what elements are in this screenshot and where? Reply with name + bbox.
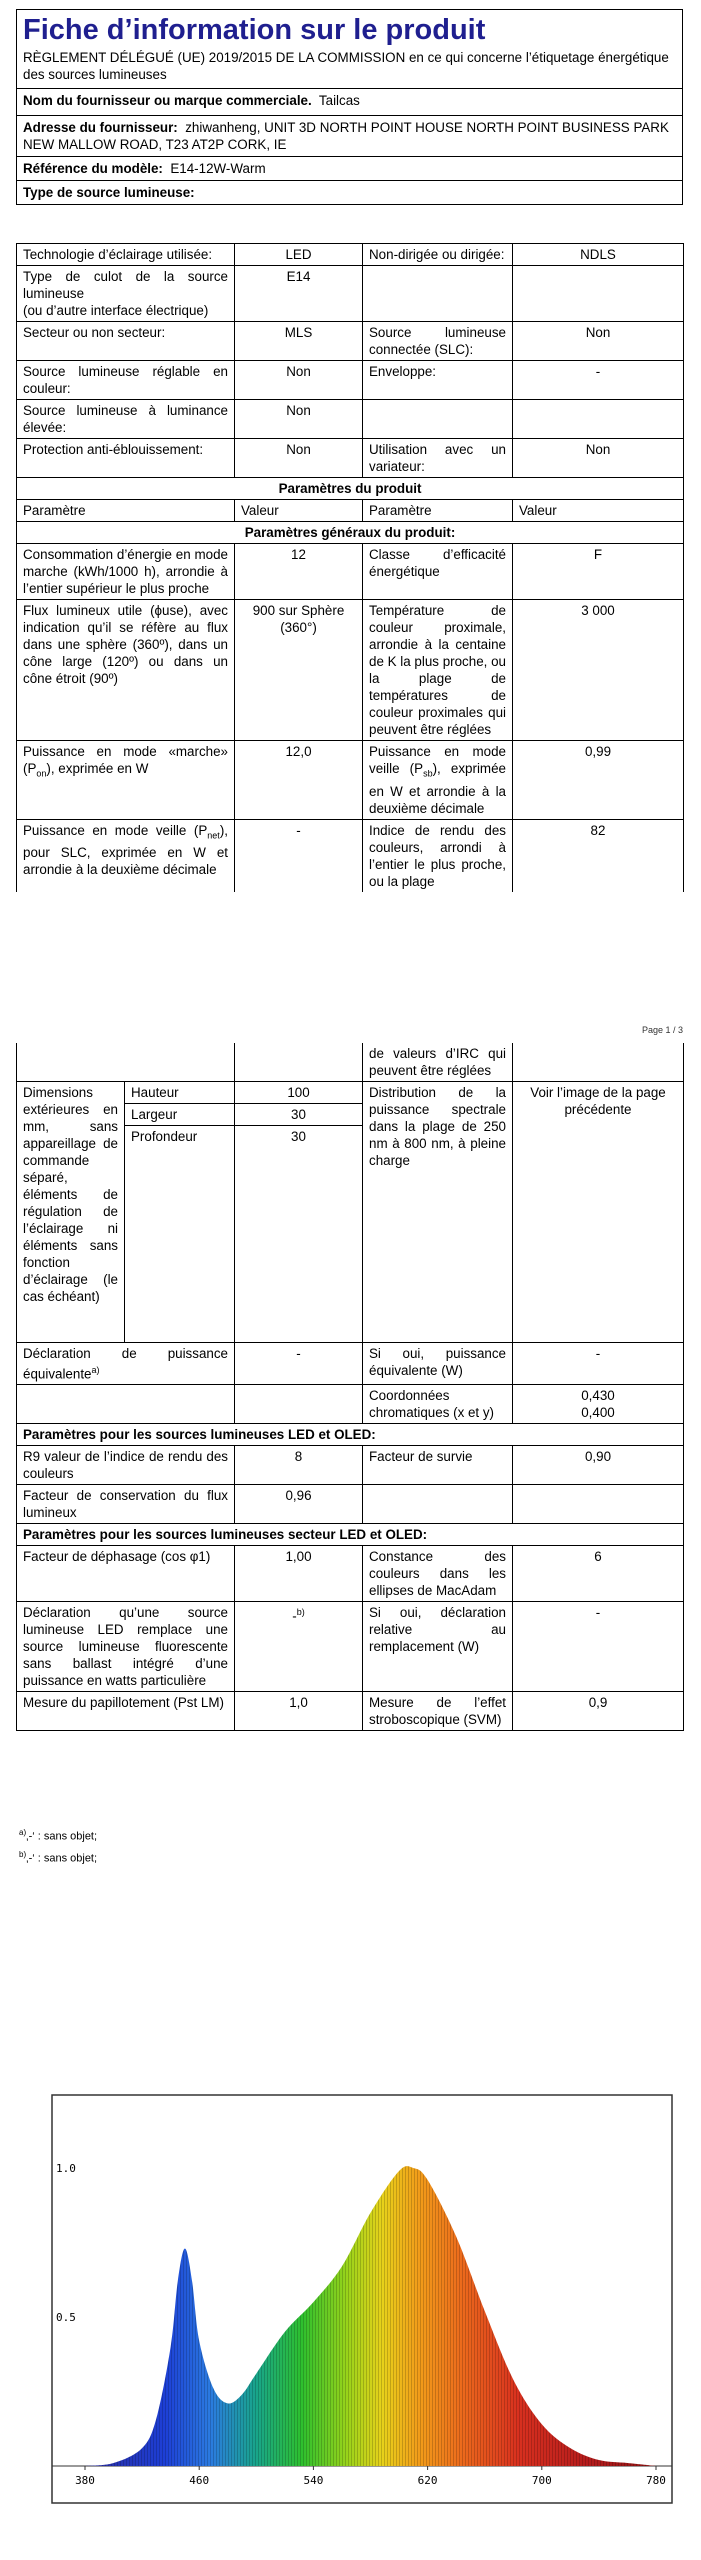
light-source-type: Type de source lumineuse: bbox=[17, 181, 683, 205]
head-value-1: Valeur bbox=[235, 500, 363, 522]
equiv-watt-label: Si oui, puissance équivalente (W) bbox=[363, 1343, 513, 1385]
replacement-label: Déclaration qu’une source lumineuse LED remplace une source lumineuse fluorescente sans ballast intégré d’une puissance en watts particulière bbox=[17, 1602, 235, 1692]
page-title: Fiche d’information sur le produit bbox=[23, 14, 486, 46]
glare-value: Non bbox=[235, 439, 363, 478]
high-lum-label: Source lumineuse à luminance élevée: bbox=[17, 400, 235, 439]
lumen-maint-label: Facteur de conservation du flux lumineux bbox=[17, 1485, 235, 1524]
nondir-value: NDLS bbox=[513, 244, 684, 266]
clc-value: Non bbox=[513, 322, 684, 361]
depth-value: 30 bbox=[235, 1126, 363, 1343]
stroboscopic-label: Mesure de l’effet stroboscopique (SVM) bbox=[363, 1692, 513, 1731]
supplier-value: Tailcas bbox=[318, 93, 360, 108]
pnet-value: - bbox=[235, 819, 363, 892]
mains-label: Secteur ou non secteur: bbox=[17, 322, 235, 361]
page1-table bbox=[16, 243, 683, 892]
colour-value: Non bbox=[235, 361, 363, 400]
cct-value: 3 000 bbox=[513, 600, 684, 741]
document-header bbox=[16, 9, 683, 205]
equiv-watt-value: - bbox=[513, 1343, 684, 1385]
cap-value: E14 bbox=[235, 266, 363, 322]
spd-label: Distribution de la puissance spectrale dans la plage de 250 nm à 800 nm, à pleine charge bbox=[363, 1082, 513, 1343]
replacement-watt-label: Si oui, déclaration relative au remplacement (W) bbox=[363, 1602, 513, 1692]
nondir-label: Non-dirigée ou dirigée: bbox=[363, 244, 513, 266]
y-tick-label: 0.5 bbox=[56, 2311, 76, 2324]
depth-label: Profondeur bbox=[125, 1126, 235, 1343]
flicker-value: 1,0 bbox=[235, 1692, 363, 1731]
efficiency-value: F bbox=[513, 544, 684, 600]
width-label: Largeur bbox=[125, 1104, 235, 1126]
flicker-label: Mesure du papillotement (Pst LM) bbox=[17, 1692, 235, 1731]
macadam-label: Constance des couleurs dans les ellipses de MacAdam bbox=[363, 1546, 513, 1602]
footnote-a: $^{a)}$‚-‘ : sans objet; bbox=[19, 1828, 98, 1843]
mains-section-title: Paramètres pour les sources lumineuses secteur LED et OLED: bbox=[17, 1524, 684, 1546]
consumption-value: 12 bbox=[235, 544, 363, 600]
footnote-b: $^{b)}$‚-‘ : sans objet; bbox=[19, 1850, 98, 1865]
replacement-value: -$^{b)}$ bbox=[235, 1602, 363, 1692]
page2-table bbox=[16, 1043, 683, 1731]
head-param-2: Paramètre bbox=[363, 500, 513, 522]
x-tick-label: 460 bbox=[189, 2474, 210, 2487]
x-tick-label: 620 bbox=[417, 2474, 438, 2487]
tech-label: Technologie d’éclairage utilisée: bbox=[17, 244, 235, 266]
x-tick-label: 780 bbox=[646, 2474, 666, 2487]
envelope-label: Enveloppe: bbox=[363, 361, 513, 400]
colour-label: Source lumineuse réglable en couleur: bbox=[17, 361, 235, 400]
cct-label: Température de couleur proximale, arrondie à la centaine de K la plus proche, ou la plage de températures de couleur proximales qui peuvent être réglées bbox=[363, 600, 513, 741]
pon-label: Puissance en mode «marche» $(P_{on})$, exprimée en W bbox=[17, 741, 235, 820]
power-factor-label: Facteur de déphasage (cos φ1) bbox=[17, 1546, 235, 1602]
equiv-power-label: Déclaration de puissance équivalente$^{a)}$ bbox=[17, 1343, 235, 1385]
consumption-label: Consommation d’énergie en mode marche (kWh/1000 h), arrondie à l’entier supérieur le plus proche bbox=[17, 544, 235, 600]
spectrum-chart bbox=[0, 2060, 701, 2520]
x-tick-label: 540 bbox=[303, 2474, 324, 2487]
model-row bbox=[17, 157, 683, 181]
chromaticity-label: Coordonnées chromatiques (x et y) bbox=[363, 1385, 513, 1424]
clc-label: Source lumineuse connectée (SLC): bbox=[363, 322, 513, 361]
params-title: Paramètres du produit bbox=[17, 478, 684, 500]
address-row bbox=[17, 116, 683, 157]
width-value: 30 bbox=[235, 1104, 363, 1126]
cri-continued: de valeurs d’IRC qui peuvent être réglées bbox=[363, 1043, 513, 1082]
cri-label: Indice de rendu des couleurs, arrondi à l’entier le plus proche, ou la plage bbox=[363, 819, 513, 892]
efficiency-label: Classe d’efficacité énergétique bbox=[363, 544, 513, 600]
general-title: Paramètres généraux du produit: bbox=[17, 522, 684, 544]
address-label: Adresse du fournisseur: bbox=[23, 120, 178, 135]
survival-label: Facteur de survie bbox=[363, 1446, 513, 1485]
model-label: Référence du modèle: bbox=[23, 161, 163, 176]
chromaticity-value: 0,430 0,400 bbox=[513, 1385, 684, 1424]
flux-label: Flux lumineux utile (ϕuse), avec indication qu’il se réfère au flux dans une sphère (360º), dans un cône large (120º) ou dans un cône étroit (90º) bbox=[17, 600, 235, 741]
head-param-1: Paramètre bbox=[17, 500, 235, 522]
height-value: 100 bbox=[235, 1082, 363, 1104]
lumen-maint-value: 0,96 bbox=[235, 1485, 363, 1524]
regulation-text: RÈGLEMENT DÉLÉGUÉ (UE) 2019/2015 DE LA COMMISSION en ce qui concerne l’étiquetage énergétique des sources lumineuses bbox=[23, 50, 669, 82]
tech-value: LED bbox=[235, 244, 363, 266]
power-factor-value: 1,00 bbox=[235, 1546, 363, 1602]
glare-label: Protection anti-éblouissement: bbox=[17, 439, 235, 478]
pon-value: 12,0 bbox=[235, 741, 363, 820]
flux-value: 900 sur Sphère (360°) bbox=[235, 600, 363, 741]
page-number: Page 1 / 3 bbox=[641, 1025, 683, 1035]
r9-label: R9 valeur de l’indice de rendu des couleurs bbox=[17, 1446, 235, 1485]
dimmer-value: Non bbox=[513, 439, 684, 478]
chart-area bbox=[85, 2166, 657, 2466]
dimmer-label: Utilisation avec un variateur: bbox=[363, 439, 513, 478]
height-label: Hauteur bbox=[125, 1082, 235, 1104]
dimensions-label: Dimensions extérieures en mm, sans appareillage de commande séparé, éléments de régulation de l’éclairage ni éléments sans fonction d’éclairage (le cas échéant) bbox=[17, 1082, 125, 1343]
supplier-label: Nom du fournisseur ou marque commerciale. bbox=[23, 93, 312, 108]
equiv-power-value: - bbox=[235, 1343, 363, 1385]
r9-value: 8 bbox=[235, 1446, 363, 1485]
psb-label: Puissance en mode veille $(P_{sb})$, exprimée en W et arrondie à la deuxième décimale bbox=[363, 741, 513, 820]
survival-value: 0,90 bbox=[513, 1446, 684, 1485]
cri-value: 82 bbox=[513, 819, 684, 892]
macadam-value: 6 bbox=[513, 1546, 684, 1602]
supplier-row bbox=[17, 89, 683, 116]
x-tick-label: 700 bbox=[531, 2474, 552, 2487]
pnet-label: Puissance en mode veille $(P_{net})$, pour SLC, exprimée en W et arrondie à la deuxième décimale bbox=[17, 819, 235, 892]
led-section-title: Paramètres pour les sources lumineuses LED et OLED: bbox=[17, 1424, 684, 1446]
model-value: E14-12W-Warm bbox=[170, 161, 266, 176]
y-tick-label: 1.0 bbox=[56, 2162, 76, 2175]
mains-value: MLS bbox=[235, 322, 363, 361]
head-value-2: Valeur bbox=[513, 500, 684, 522]
cap-label: Type de culot de la source lumineuse (ou d’autre interface électrique) bbox=[17, 266, 235, 322]
replacement-watt-value: - bbox=[513, 1602, 684, 1692]
stroboscopic-value: 0,9 bbox=[513, 1692, 684, 1731]
spd-value: Voir l’image de la page précédente bbox=[513, 1082, 684, 1343]
psb-value: 0,99 bbox=[513, 741, 684, 820]
high-lum-value: Non bbox=[235, 400, 363, 439]
x-tick-label: 380 bbox=[75, 2474, 95, 2487]
envelope-value: - bbox=[513, 361, 684, 400]
address-value: zhiwanheng, UNIT 3D NORTH POINT HOUSE NORTH POINT BUSINESS PARK NEW MALLOW ROAD, T23 AT2P CORK, IE bbox=[23, 120, 669, 152]
spectrum-stripes bbox=[85, 2166, 656, 2466]
